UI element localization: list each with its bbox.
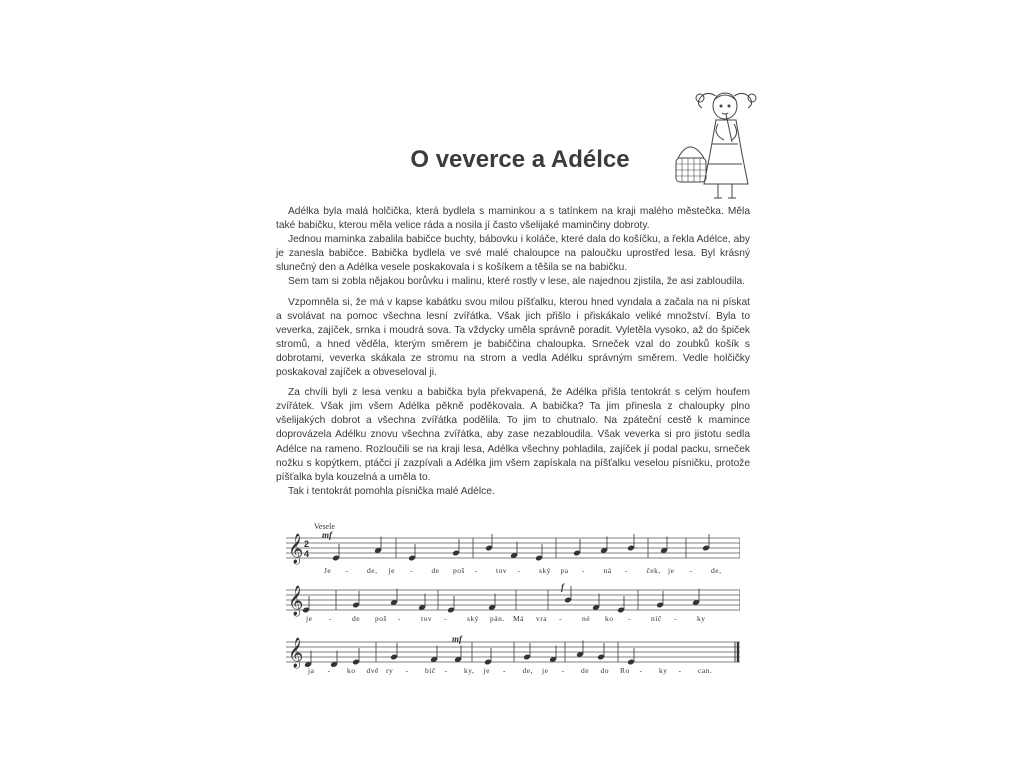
lyric-syllable: pa [560,566,569,575]
lyric-syllable: ko [347,666,356,675]
lyric-syllable: Má [513,614,524,623]
lyric-syllable: - [444,614,447,623]
lyric-syllable: tov [496,566,508,575]
lyric-syllable: - [689,566,693,575]
lyric-syllable: - [559,614,562,623]
dynamic-marking: f [561,582,564,592]
lyric-syllable: - [327,666,331,675]
lyric-syllable: - [345,566,349,575]
lyric-syllable: ky [697,614,706,623]
story-paragraph: Jednou maminka zabalila babičce buchty, bábovku i koláče, které dala do košíčku, a řekla Adélce, aby je zanesla babičce. Babička bydlela ve své malé chaloupce na paloučku uprostřed lesa. Byl krásný slunečný den a Adélka vesele poskakovala i s košíkem a těšila se na babičku. [276,234,750,274]
lyric-syllable: - [410,566,413,575]
dynamic-marking: mf [322,530,332,540]
lyrics-line-3 [286,666,740,678]
lyric-syllable: poš [453,566,465,575]
time-signature: 4 [304,549,310,559]
lyric-syllable: ná [603,566,612,575]
lyric-syllable: - [625,566,628,575]
lyric-syllable: níč [651,614,662,623]
page-title: O veverce a Adélce [410,146,630,173]
lyric-syllable: ky, [464,666,475,675]
lyric-syllable: ko [605,614,614,623]
dynamic-marking: mf [452,634,462,644]
lyric-syllable: - [561,666,565,675]
lyrics-line-2 [286,614,740,626]
lyric-syllable: ry [386,666,394,675]
lyric-syllable: Je [324,566,332,575]
story-paragraph: Za chvíli byli z lesa venku a babička byla překvapená, že Adélka přišla tentokrát s celým houfem zvířátek. Však jim všem Adélka pěkně poděkovala. A babička? Ta jim přinesla z chaloupky plno všelijakých dobrot a všechna zvířátka podělila. To jim to chutnalo. Na zpáteční cestě k mamince doprovázela Adélku znovu všechna zvířátka, aby zase nezabloudila. Však veverka si pro jistotu sedla Adélce na rameno. Rozloučili se na kraji lesa, Adélka všechny pohladila, zajíček jí podal packu, srneček nožku s kopýtkem, ptáčci jí zazpívali a Adélka jim všem zapískala na píšťalku veselou písničku, protože píšťalka byla kouzelná a uměla to. [276,387,750,483]
lyric-syllable: - [582,566,585,575]
lyric-syllable: - [639,666,643,675]
lyric-syllable: de [431,566,440,575]
lyric-syllable: bič [425,666,436,675]
lyric-syllable: ky [659,666,668,675]
story-paragraph: Sem tam si zobla nějakou borůvku i malinu, které rostly v lese, ale najednou zjistila, že asi zabloudila. [288,276,745,288]
lyric-syllable: de [581,666,590,675]
lyric-syllable: - [444,666,448,675]
treble-clef: 𝄞 [288,534,304,564]
lyric-syllable: Ro [620,666,630,675]
lyric-syllable: ský [539,566,551,575]
lyric-syllable: can. [698,666,713,675]
treble-clef: 𝄞 [288,638,304,668]
lyric-syllable: ský [467,614,479,623]
lyric-syllable: do [600,666,609,675]
lyric-syllable: je [483,666,490,675]
lyric-syllable: je [668,566,675,575]
lyric-syllable: - [329,614,332,623]
lyrics-line-1 [286,566,740,578]
lyric-syllable: pán. [490,614,505,623]
lyric-syllable: poš [375,614,387,623]
lyric-syllable: ček, [646,566,661,575]
lyric-syllable: dvě [366,666,379,675]
time-signature: 2 [304,539,310,549]
story-text [276,205,750,499]
lyric-syllable: de, [711,566,722,575]
girl-with-basket-illustration [672,84,762,204]
lyric-syllable: ja [308,666,315,675]
story-paragraph: Vzpomněla si, že má v kapse kabátku svou milou píšťalku, kterou hned vyndala a začala na ni pískat a svolávat na pomoc všechna lesní zvířátka. Však jich přišlo i přiskákalo veliké množství. Byla to veverka, zajíček, srnka i moudrá sova. Ta vždycky uměla správně poradit. Vyletěla vysoko, až do špiček stromů, a hned věděla, kterým směrem je babiččina chaloupka. Srneček vzal do zoubků košík s dobrotami, veverka skákala ze stromu na strom a vedla Adélku správným směrem. Vedle holčičky poskakoval zajíček a obveseloval ji. [276,296,750,379]
lyric-syllable: - [474,566,478,575]
lyric-syllable: je [542,666,549,675]
tempo-marking: Vesele [314,522,335,531]
lyric-syllable: - [503,666,506,675]
lyric-syllable: - [398,614,401,623]
lyric-syllable: né [582,614,591,623]
lyric-syllable: de, [522,666,533,675]
story-paragraph: Tak i tentokrát pomohla písnička malé Adélce. [288,485,495,497]
treble-clef: 𝄞 [288,586,304,616]
lyric-syllable: - [678,666,682,675]
lyric-syllable: - [517,566,521,575]
lyric-syllable: - [674,614,677,623]
lyric-syllable: de [352,614,361,623]
lyric-syllable: tov [421,614,433,623]
lyric-syllable: vra [536,614,548,623]
lyric-syllable: - [628,614,631,623]
lyric-syllable: je [306,614,313,623]
lyric-syllable: de, [367,566,378,575]
lyric-syllable: je [388,566,395,575]
lyric-syllable: - [405,666,409,675]
story-paragraph: Adélka byla malá holčička, která bydlela s maminkou a s tatínkem na kraji malého městečka. Měla také babičku, kterou měla velice ráda a nosila jí často všelijaké maminčiny dobroty. [276,206,750,232]
